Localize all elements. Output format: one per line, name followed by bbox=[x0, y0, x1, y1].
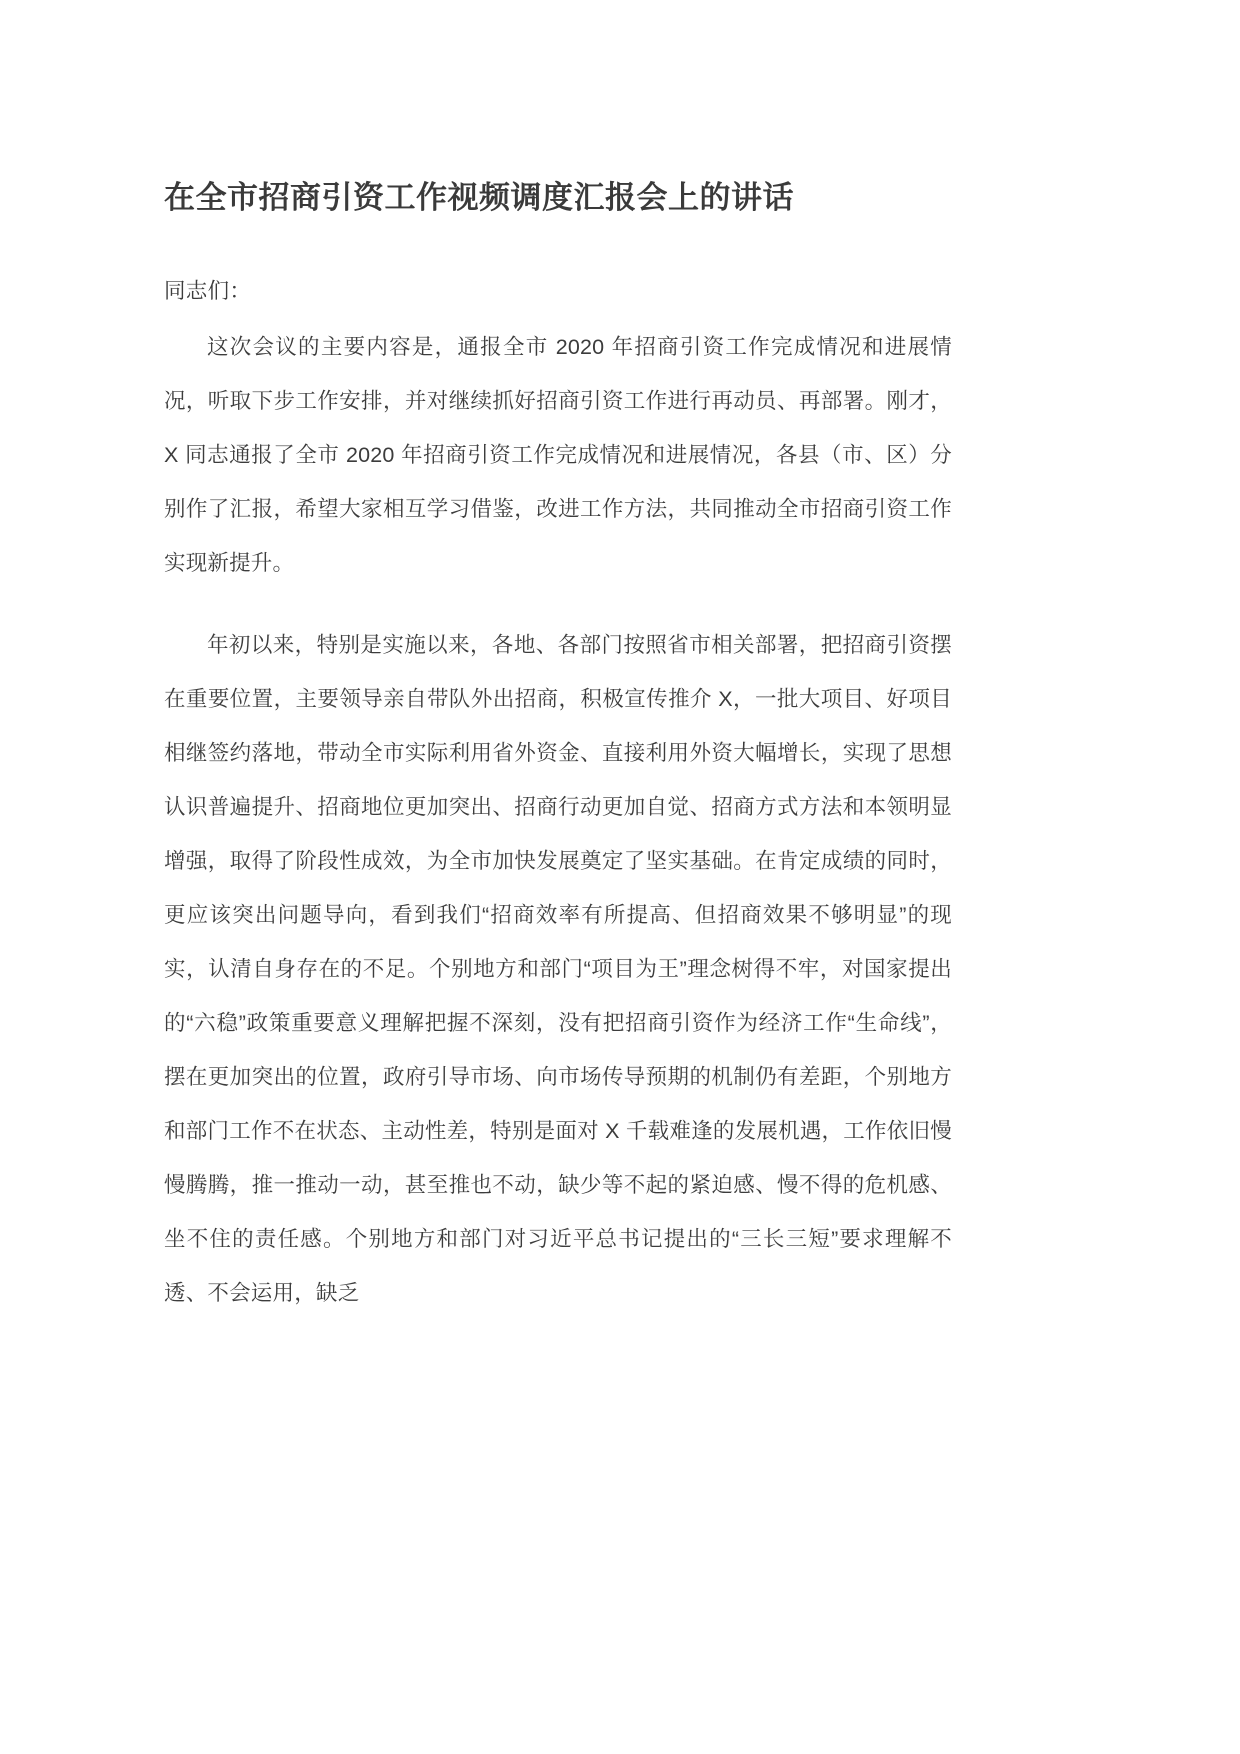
paragraph: 这次会议的主要内容是，通报全市 2020 年招商引资工作完成情况和进展情况，听取下步工作安排，并对继续抓好招商引资工作进行再动员、再部署。刚才，X 同志通报了全市 2020 年招商引资工作完成情况和进展情况，各县（市、区）分别作了汇报，希望大家相互学习借鉴，改进工作方法，共同推动全市招商引资工作实现新提升。 bbox=[164, 335, 952, 575]
document-body bbox=[164, 320, 952, 1320]
page-title: 在全市招商引资工作视频调度汇报会上的讲话 bbox=[164, 180, 794, 215]
salutation: 同志们： bbox=[164, 279, 252, 303]
document-content-area bbox=[164, 0, 952, 1754]
paragraph: 年初以来，特别是实施以来，各地、各部门按照省市相关部署，把招商引资摆在重要位置，主要领导亲自带队外出招商，积极宣传推介 X，一批大项目、好项目相继签约落地，带动全市实际利用省外资金、直接利用外资大幅增长，实现了思想认识普遍提升、招商地位更加突出、招商行动更加自觉、招商方式方法和本领明显增强，取得了阶段性成效，为全市加快发展奠定了坚实基础。在肯定成绩的同时，更应该突出问题导向，看到我们“招商效率有所提高、但招商效果不够明显”的现实，认清自身存在的不足。个别地方和部门“项目为王”理念树得不牢，对国家提出的“六稳”政策重要意义理解把握不深刻，没有把招商引资作为经济工作“生命线”，摆在更加突出的位置，政府引导市场、向市场传导预期的机制仍有差距，个别地方和部门工作不在状态、主动性差，特别是面对 X 千载难逢的发展机遇，工作依旧慢慢腾腾，推一推动一动，甚至推也不动，缺少等不起的紧迫感、慢不得的危机感、坐不住的责任感。个别地方和部门对习近平总书记提出的“三长三短”要求理解不透、不会运用，缺乏 bbox=[164, 633, 952, 1305]
